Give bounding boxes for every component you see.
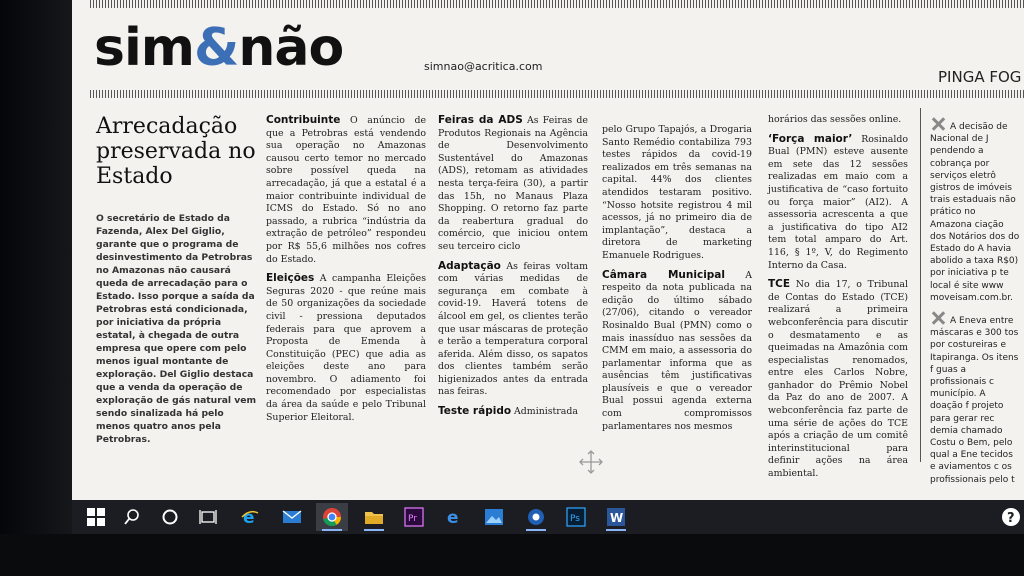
windows-taskbar <box>72 500 1024 534</box>
section-heading: Adaptação <box>438 259 501 272</box>
ie-icon[interactable] <box>234 503 266 531</box>
file-explorer-icon[interactable] <box>358 503 390 531</box>
section-text: As Feiras de Produtos Regionais na Agência de Desenvolvimento Sustentável do Amazonas (ADS), retomam as atividades nesta terça-feira (30), a partir das 15h, no Manaus Plaza Shopping. O retorno faz parte da reabertura gradual do comércio, que iniciou ontem seu terceiro ciclo <box>438 115 588 252</box>
svg-text:?: ? <box>1007 511 1015 526</box>
active-indicator <box>526 529 546 531</box>
section-text: pelo Grupo Tapajós, a Drogaria Santo Remédio contabiliza 793 testes rápidos da covid-19 realizados em três semanas na capital. 44% dos clientes atendidos testaram positivo. “Nosso hotsite registrou 4 mil acessos, já no primeiro dia de implantação”, destaca a diretora de marketing Emanuele Rodrigues. <box>602 124 752 261</box>
monitor-bezel-bottom <box>0 534 1024 576</box>
pinga-fogo-title: PINGA FOG <box>938 68 1022 86</box>
svg-text:W: W <box>610 511 624 525</box>
svg-text:Ps: Ps <box>570 514 580 524</box>
section-text: horários das sessões online. <box>768 114 902 125</box>
media-icon[interactable] <box>520 503 552 531</box>
section-text: A respeito da nota publicada na edição do último sábado (27/06), citando o vereador Rosinaldo Bual (PMN) como o mais inassíduo nas sessões da CMM em maio, a assessoria do parlamentar informa que as ausências têm justificativas plausíveis e que o vereador Bual possui agenda externa com compromissos parlamentares nos mesmos <box>602 269 752 432</box>
mail-icon[interactable] <box>276 503 308 531</box>
section-heading: Eleições <box>266 272 315 285</box>
active-indicator <box>364 529 384 531</box>
active-indicator <box>606 529 626 531</box>
newspaper-page <box>72 0 1024 500</box>
section-heading: ‘Força maior’ <box>768 132 853 145</box>
section-heading: Contribuinte <box>266 114 341 126</box>
edge-icon[interactable] <box>438 503 470 531</box>
help-icon[interactable] <box>998 503 1024 531</box>
section-text: A campanha Eleições Seguras 2020 - que reúne mais de 50 organizações da sociedade civil - pressiona deputados federais para que aprovem a Proposta de Emenda à Constituição (PEC) que adia as eleições deste ano para novembro. O adiamento foi recomendado por especialistas da área da saúde e pelo Tribunal Superior Eleitoral. <box>266 273 427 423</box>
column-6 <box>930 116 1020 492</box>
photoshop-icon[interactable] <box>560 503 592 531</box>
cortana-icon[interactable] <box>154 503 186 531</box>
section-text: O anúncio de que a Petrobras está vendendo sua operação no Amazonas causou certo temor no mercado sobre possível queda na arrecadação, já que a estatal é a maior contribuinte individual de ICMS do Estado. Só no ano passado, a rubrica “indústria da extração de petróleo” respondeu por R$ 55,6 milhões nos cofres do Estado. <box>266 115 426 265</box>
x-mark-icon <box>930 310 946 326</box>
section-heading: TCE <box>768 278 791 291</box>
monitor-bezel-left <box>0 0 72 576</box>
section-text: A decisão de Nacional de J pendendo a cobrança por serviços eletrô gistros de imóveis trais estaduais não prático no Amazona ciação dos Notários dos do Estado do A havia abolido a taxa R$0) por iniciativa p te local é site www moveisam.com.br. <box>930 122 1020 303</box>
column-divider <box>920 108 921 462</box>
column-4 <box>602 124 752 439</box>
premiere-icon[interactable] <box>398 503 430 531</box>
svg-text:e: e <box>447 508 459 527</box>
chrome-icon[interactable] <box>316 503 348 531</box>
column-5 <box>768 114 908 487</box>
svg-text:Pr: Pr <box>408 514 417 524</box>
column-3 <box>438 114 588 425</box>
active-indicator <box>322 529 342 531</box>
section-text: As feiras voltam com várias medidas de segurança em combate à covid-19. Haverá totens de álcool em gel, os clientes terão que usar máscaras de proteção e terão a temperatura corporal aferida. Além disso, os sapatos dos clientes também serão higienizados antes da entrada nas feiras. <box>438 260 588 398</box>
move-cursor-icon <box>578 449 604 475</box>
word-icon[interactable] <box>600 503 632 531</box>
header-stripe <box>90 90 1024 98</box>
photos-icon[interactable] <box>478 503 510 531</box>
search-icon[interactable] <box>116 503 148 531</box>
task-view-icon[interactable] <box>192 503 224 531</box>
section-heading: Câmara Municipal <box>602 268 725 281</box>
top-stripe <box>90 0 1024 8</box>
headline: Arrecadação preservada no Estado <box>96 114 256 189</box>
x-mark-icon <box>930 116 946 132</box>
lead-text: O secretário de Estado da Fazenda, Alex Del Giglio, garante que o programa de desinvestimento da Petrobras no Amazonas não causará queda de arrecadação para o Estado. Isso porque a saída da Petrobras está condicionada, por iniciativa da própria estatal, à chegada de outra empresa que opere com pelo menos igual montante de exploração. Del Giglio destaca que a venda da operação de exploração de gás natural vem sendo sinalizada há pelo menos quatro anos pela Petrobras. <box>96 213 257 445</box>
svg-text:e: e <box>243 508 255 527</box>
section-heading: Feiras da ADS <box>438 114 523 126</box>
section-text: A Eneva entre máscaras e 300 tos por costureiras e Itapiranga. Os itens f guas a profissionais c município. A doação f projeto para gerar rec demia chamado Costu o Bem, pelo qual a Ene tecidos e aviamentos c os profissionais pelo t <box>930 316 1019 485</box>
section-heading: Teste rápido <box>438 405 512 418</box>
column-email: simnao@acritica.com <box>424 60 543 73</box>
section-text: Administrada <box>514 406 578 418</box>
section-text: Rosinaldo Bual (PMN) esteve ausente em sete das 12 sessões realizadas em maio com a justificativa de “caso fortuito ou força maior” (AI2). A assessoria acrescenta a que a justificativa do tipo AI2 tem total amparo do Art. 116, § 1º, V, do Regimento Interno da Casa. <box>768 133 909 271</box>
section-text: No dia 17, o Tribunal de Contas do Estado (TCE) realizará a primeira webconferência para discutir o desmatamento e as queimadas na Amazônia com especialistas renomados, entre eles Carlos Nobre, ganhador do Prêmio Nobel da Paz do ano de 2007. A webconferência faz parte de uma série de ações do TCE após a criação de um comitê interinstitucional para definir ações na área ambiental. <box>768 279 908 480</box>
windows-start-icon[interactable] <box>80 503 112 531</box>
column-2 <box>266 114 426 430</box>
sim-e-nao-logo: sim&não <box>94 18 344 78</box>
